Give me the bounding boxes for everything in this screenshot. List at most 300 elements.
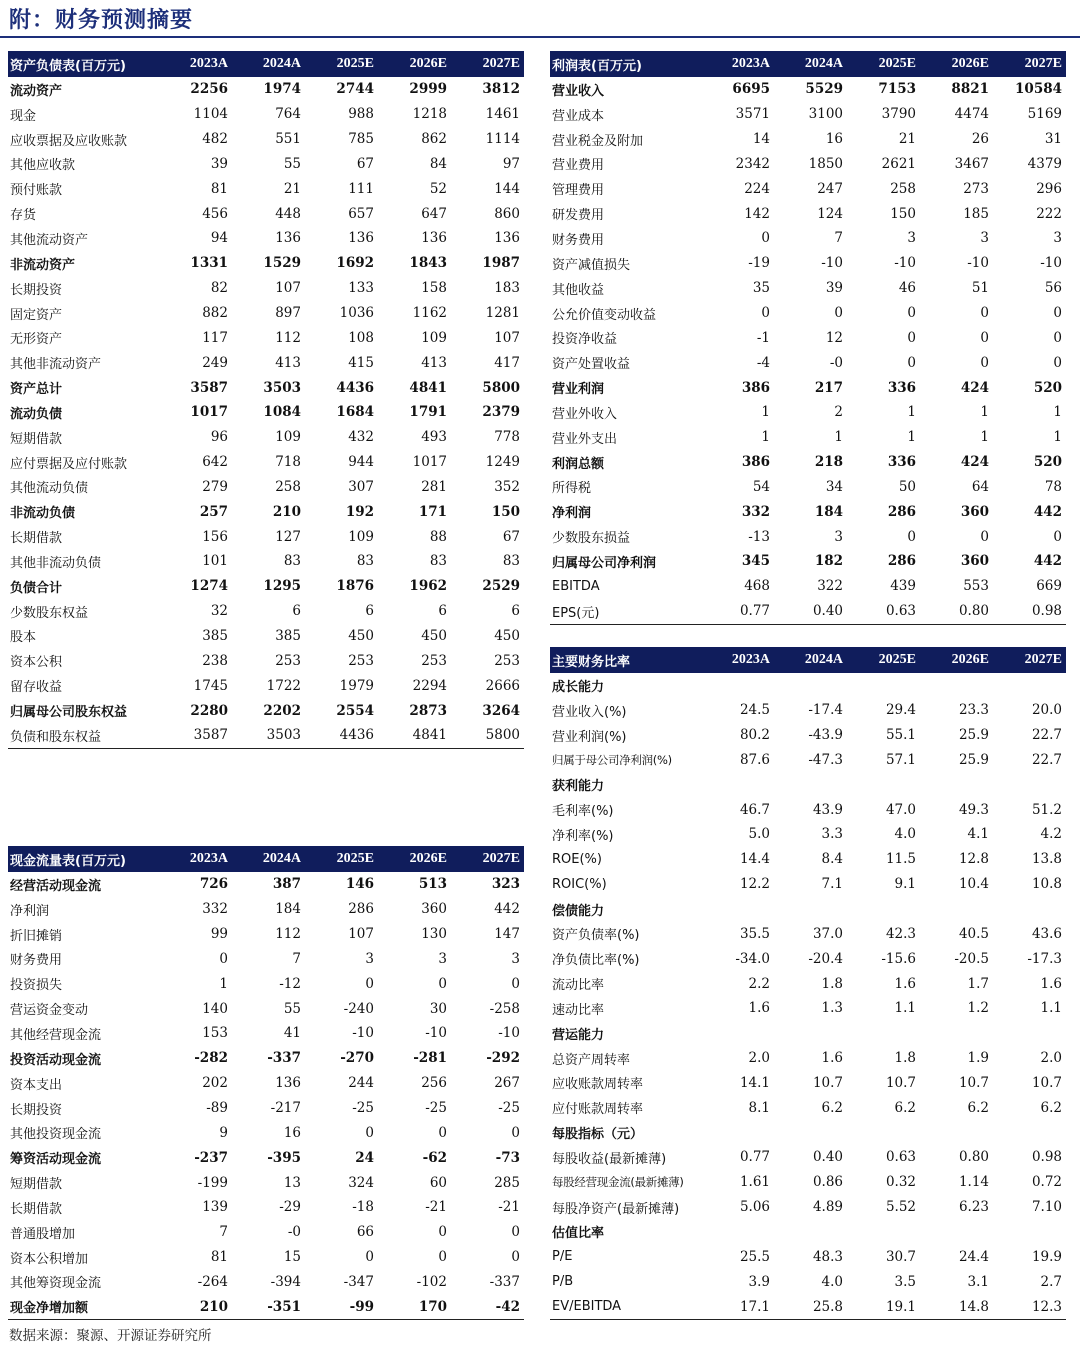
value-cell: 147 [494, 926, 520, 943]
value-cell: 862 [421, 131, 447, 148]
value-cell: 7 [219, 1224, 228, 1241]
value-cell: 54 [752, 478, 770, 495]
value-cell: 34 [825, 478, 843, 495]
value-cell: -25 [425, 1100, 447, 1117]
table-row [550, 350, 1066, 375]
table-row [550, 1071, 1066, 1096]
row-label: 财务费用 [10, 953, 63, 969]
value-cell: 1745 [193, 677, 228, 694]
value-cell: 150 [890, 205, 916, 222]
value-cell: 12.2 [739, 876, 770, 893]
value-cell: 385 [275, 627, 301, 644]
table-row [8, 947, 524, 972]
value-cell: 5800 [451, 723, 524, 748]
value-cell: -351 [232, 1294, 305, 1319]
value-cell: 323 [491, 876, 520, 893]
value-cell: -281 [413, 1050, 447, 1067]
table-row [8, 723, 524, 748]
value-cell: 4841 [409, 379, 447, 396]
value-cell: 2202 [263, 702, 301, 719]
value-cell: -21 [498, 1199, 520, 1216]
table-row [8, 1120, 524, 1145]
value-cell: -394 [270, 1273, 301, 1290]
value-cell: -89 [206, 1100, 228, 1117]
value-cell: 0 [1053, 528, 1062, 545]
value-cell: 2.0 [748, 1050, 770, 1067]
value-cell: 386 [741, 454, 770, 471]
row-label: 短期借款 [10, 431, 63, 447]
table-row [550, 251, 1066, 276]
value-cell: 136 [275, 230, 301, 247]
value-cell: 0.80 [958, 1149, 989, 1166]
value-cell: 82 [210, 280, 228, 297]
value-cell: -337 [267, 1050, 301, 1067]
value-cell: 83 [502, 553, 520, 570]
value-cell: 55 [283, 1000, 301, 1017]
table-row [8, 499, 524, 524]
value-cell: 267 [494, 1075, 520, 1092]
table-row [550, 1145, 1066, 1170]
table-row [550, 897, 1066, 922]
value-cell: 20.0 [1031, 702, 1062, 719]
value-cell: 413 [275, 354, 301, 371]
table-row [550, 301, 1066, 326]
row-label: 营业收入 [552, 83, 605, 99]
value-cell: -237 [194, 1149, 228, 1166]
value-cell: 14.8 [920, 1294, 993, 1319]
value-cell: 1987 [482, 255, 520, 272]
value-cell: 7 [834, 230, 843, 247]
value-cell: -17.4 [808, 702, 843, 719]
value-cell: 83 [283, 553, 301, 570]
value-cell: -258 [489, 1000, 520, 1017]
row-label: 应收票据及应收账款 [10, 133, 128, 149]
value-cell: 1331 [190, 255, 228, 272]
row-label: 少数股东损益 [552, 531, 631, 547]
value-cell: -0 [287, 1224, 301, 1241]
value-cell: 2.0 [1040, 1050, 1062, 1067]
value-cell [774, 772, 847, 797]
value-cell: 551 [275, 131, 301, 148]
table-row [550, 102, 1066, 127]
value-cell: 4.0 [821, 1273, 843, 1290]
table-row [550, 574, 1066, 599]
table-row [8, 1096, 524, 1121]
row-label: 现金 [10, 108, 37, 124]
value-cell: 0 [438, 1124, 447, 1141]
table-row [550, 599, 1066, 624]
table-row [8, 1071, 524, 1096]
value-cell: 87.6 [739, 751, 770, 768]
row-label: 现金净增加额 [8, 1294, 159, 1319]
value-cell: 5.06 [739, 1199, 770, 1216]
value-cell: 253 [348, 652, 374, 669]
value-cell: 182 [814, 553, 843, 570]
value-cell: -20.4 [808, 950, 843, 967]
table-row [550, 1120, 1066, 1145]
value-cell: 12 [825, 329, 843, 346]
value-cell: -347 [343, 1273, 374, 1290]
value-cell: 482 [202, 131, 228, 148]
value-cell: 1104 [193, 106, 228, 123]
value-cell: 35.5 [739, 925, 770, 942]
value-cell [701, 1120, 774, 1145]
value-cell: 2 [834, 404, 843, 421]
value-cell: 2529 [482, 578, 520, 595]
value-cell: 1.61 [739, 1174, 770, 1191]
value-cell [993, 897, 1066, 922]
value-cell [847, 673, 920, 698]
row-label: 毛利率(%) [552, 804, 614, 820]
value-cell: 1295 [263, 578, 301, 595]
table-row [8, 1046, 524, 1071]
value-cell: 4379 [1027, 155, 1062, 172]
value-cell: 0 [761, 305, 770, 322]
table-row [550, 77, 1066, 102]
value-cell [920, 1021, 993, 1046]
value-cell: 424 [960, 454, 989, 471]
value-cell: 1 [761, 404, 770, 421]
value-cell: 97 [502, 155, 520, 172]
value-cell: 2294 [412, 677, 447, 694]
row-label: 非流动负债 [10, 506, 76, 522]
value-cell: -1 [756, 329, 770, 346]
value-cell: 2342 [735, 155, 770, 172]
value-cell: 6.23 [958, 1199, 989, 1216]
value-cell: 4.0 [894, 826, 916, 843]
value-cell: 1 [1053, 404, 1062, 421]
value-cell: 1.8 [821, 975, 843, 992]
row-label: 成长能力 [552, 679, 605, 695]
value-cell: 84 [429, 155, 447, 172]
value-cell: 0 [438, 1249, 447, 1266]
row-label: 归属母公司净利润 [552, 555, 657, 571]
value-cell: 513 [418, 876, 447, 893]
value-cell: 286 [348, 901, 374, 918]
value-cell: 217 [814, 379, 843, 396]
value-cell: -99 [305, 1294, 378, 1319]
value-cell: 6.2 [1040, 1099, 1062, 1116]
value-cell: 1281 [485, 305, 520, 322]
table-row [550, 524, 1066, 549]
year-header: 2025E [847, 51, 920, 77]
value-cell: 442 [494, 901, 520, 918]
value-cell: 0 [219, 950, 228, 967]
value-cell: 3587 [159, 723, 232, 748]
value-cell: 1 [1053, 429, 1062, 446]
value-cell: 107 [494, 329, 520, 346]
table-row [550, 201, 1066, 226]
value-cell: 10.7 [958, 1074, 989, 1091]
table-row [550, 1269, 1066, 1294]
value-cell: 456 [202, 205, 228, 222]
value-cell: -10 [967, 255, 989, 272]
value-cell: 0 [1053, 305, 1062, 322]
year-header: 2027E [993, 51, 1066, 77]
value-cell: 3.5 [894, 1273, 916, 1290]
table-row [550, 946, 1066, 971]
row-label: 其他投资现金流 [10, 1127, 102, 1143]
table-row [8, 1145, 524, 1170]
value-cell: 0.77 [739, 1149, 770, 1166]
value-cell: 2.2 [748, 975, 770, 992]
value-cell: 112 [275, 926, 301, 943]
value-cell: 1 [219, 975, 228, 992]
table-row [8, 375, 524, 400]
value-cell: 94 [210, 230, 228, 247]
row-label: 固定资产 [10, 307, 63, 323]
value-cell: 1692 [336, 255, 374, 272]
row-label: 营业利润(%) [552, 729, 627, 745]
value-cell: 47.0 [885, 801, 916, 818]
value-cell: 10.7 [885, 1074, 916, 1091]
value-cell: 244 [348, 1075, 374, 1092]
value-cell: 2744 [336, 81, 374, 98]
value-cell: 2999 [409, 81, 447, 98]
value-cell: 1.9 [967, 1050, 989, 1067]
value-cell: 0.63 [885, 1149, 916, 1166]
value-cell: -18 [352, 1199, 374, 1216]
value-cell: 127 [275, 528, 301, 545]
row-label: 其他经营现金流 [10, 1027, 102, 1043]
value-cell: 1114 [485, 131, 520, 148]
value-cell: 124 [817, 205, 843, 222]
value-cell: 439 [890, 578, 916, 595]
value-cell: 0.77 [701, 599, 774, 624]
value-cell: 0 [980, 305, 989, 322]
year-header: 2026E [378, 51, 451, 77]
value-cell: 1876 [336, 578, 374, 595]
row-label: 长期借款 [10, 531, 63, 547]
table-row [550, 1095, 1066, 1120]
value-cell: 4436 [336, 379, 374, 396]
value-cell: 1084 [263, 404, 301, 421]
value-cell: 108 [348, 329, 374, 346]
value-cell: 442 [1033, 503, 1062, 520]
value-cell: 238 [202, 652, 228, 669]
value-cell: 417 [494, 354, 520, 371]
value-cell: 1.8 [894, 1050, 916, 1067]
value-cell: -0 [829, 354, 843, 371]
row-label: 投资活动现金流 [10, 1052, 102, 1068]
value-cell: 101 [202, 553, 228, 570]
value-cell: 778 [494, 429, 520, 446]
year-header: 2027E [451, 846, 524, 872]
table-row [8, 226, 524, 251]
value-cell: 13 [283, 1174, 301, 1191]
value-cell [993, 1220, 1066, 1245]
value-cell: 0 [980, 528, 989, 545]
row-label: 负债和股东权益 [8, 723, 159, 748]
value-cell: 1.1 [1040, 1000, 1062, 1017]
value-cell: 256 [421, 1075, 447, 1092]
value-cell: 81 [210, 180, 228, 197]
value-cell: 493 [421, 429, 447, 446]
value-cell: 2256 [190, 81, 228, 98]
table-row [8, 1220, 524, 1245]
row-label: 投资净收益 [552, 332, 618, 348]
table-row [8, 276, 524, 301]
value-cell [847, 1120, 920, 1145]
row-label: EV/EBITDA [550, 1294, 701, 1319]
value-cell: 415 [348, 354, 374, 371]
value-cell: 43.6 [1031, 925, 1062, 942]
row-label: 每股收益(最新摊薄) [552, 1151, 667, 1167]
value-cell: 112 [275, 329, 301, 346]
value-cell: 785 [348, 131, 374, 148]
table-row [8, 624, 524, 649]
row-label: 流动比率 [552, 978, 605, 994]
value-cell: 15 [283, 1249, 301, 1266]
table-title: 利润表(百万元) [550, 51, 701, 77]
value-cell: -25 [498, 1100, 520, 1117]
value-cell: 22.7 [1031, 727, 1062, 744]
value-cell: -10 [498, 1025, 520, 1042]
value-cell: 48.3 [812, 1248, 843, 1265]
value-cell: 26 [971, 131, 989, 148]
value-cell: 3 [511, 950, 520, 967]
value-cell: 202 [202, 1075, 228, 1092]
row-label: 其他非流动负债 [10, 555, 102, 571]
value-cell: 6.2 [967, 1099, 989, 1116]
year-header: 2024A [774, 51, 847, 77]
row-label: 资产处置收益 [552, 357, 631, 373]
value-cell: 258 [275, 478, 301, 495]
value-cell: 107 [348, 926, 374, 943]
value-cell [701, 772, 774, 797]
value-cell: 14.4 [739, 851, 770, 868]
value-cell: -4 [756, 354, 770, 371]
value-cell: 144 [494, 180, 520, 197]
value-cell: 647 [421, 205, 447, 222]
value-cell: -292 [486, 1050, 520, 1067]
value-cell: 726 [199, 876, 228, 893]
value-cell: 2379 [482, 404, 520, 421]
value-cell: 24 [355, 1149, 374, 1166]
year-header: 2024A [232, 51, 305, 77]
value-cell: 39 [210, 155, 228, 172]
value-cell: 22.7 [1031, 751, 1062, 768]
value-cell: 81 [210, 1249, 228, 1266]
value-cell: -13 [748, 528, 770, 545]
value-cell: 24.5 [739, 702, 770, 719]
row-label: 其他应收款 [10, 158, 76, 174]
table-row [8, 996, 524, 1021]
table-row [8, 698, 524, 723]
value-cell: 185 [963, 205, 989, 222]
table-row [550, 822, 1066, 847]
value-cell: 4841 [378, 723, 451, 748]
value-cell: 66 [356, 1224, 374, 1241]
value-cell: 146 [345, 876, 374, 893]
value-cell: 3100 [808, 106, 843, 123]
row-label: 营业收入(%) [552, 704, 627, 720]
row-label: 归属于母公司净利润(%) [552, 752, 672, 767]
value-cell: 3587 [190, 379, 228, 396]
table-row [8, 971, 524, 996]
page-title: 附：财务预测摘要 [9, 8, 194, 33]
value-cell: -264 [197, 1273, 228, 1290]
value-cell: 286 [887, 553, 916, 570]
cash-flow-table [8, 846, 524, 1320]
value-cell: 520 [1033, 379, 1062, 396]
value-cell: -20.5 [954, 950, 989, 967]
value-cell: -42 [451, 1294, 524, 1319]
value-cell: 25.9 [958, 727, 989, 744]
row-label: 其他收益 [552, 282, 605, 298]
row-label: 资产减值损失 [552, 257, 631, 273]
value-cell: -21 [425, 1199, 447, 1216]
value-cell: 860 [494, 205, 520, 222]
value-cell [920, 897, 993, 922]
value-cell: 1.6 [1040, 975, 1062, 992]
value-cell: 142 [744, 205, 770, 222]
row-label: 营业利润 [552, 382, 605, 398]
row-label: 经营活动现金流 [10, 878, 102, 894]
value-cell: 117 [202, 329, 228, 346]
table-row [8, 450, 524, 475]
table-row [550, 673, 1066, 698]
row-label: 营业外收入 [552, 406, 618, 422]
value-cell: 345 [741, 553, 770, 570]
value-cell: 109 [421, 329, 447, 346]
row-label: 折旧摊销 [10, 928, 63, 944]
table-row [8, 102, 524, 127]
value-cell: 46 [898, 280, 916, 297]
table-row [550, 475, 1066, 500]
value-cell [993, 1120, 1066, 1145]
value-cell: 183 [494, 280, 520, 297]
table-row [8, 425, 524, 450]
table-row [550, 1021, 1066, 1046]
row-label: 净利润 [552, 506, 592, 522]
value-cell: 10.8 [1031, 876, 1062, 893]
value-cell: 1036 [339, 305, 374, 322]
value-cell: 3503 [232, 723, 305, 748]
row-label: 少数股东权益 [10, 605, 89, 621]
value-cell: 16 [825, 131, 843, 148]
row-label: 净利率(%) [552, 828, 614, 844]
value-cell: 158 [421, 280, 447, 297]
balance-sheet-table [8, 51, 524, 749]
row-label: 资本支出 [10, 1077, 63, 1093]
value-cell [774, 673, 847, 698]
table-title: 现金流量表(百万元) [8, 846, 159, 872]
table-row [550, 152, 1066, 177]
table-row [550, 872, 1066, 897]
value-cell: 0.98 [993, 599, 1066, 624]
value-cell: 0 [834, 305, 843, 322]
value-cell: 257 [199, 503, 228, 520]
year-header: 2025E [305, 51, 378, 77]
value-cell: 258 [890, 180, 916, 197]
value-cell [847, 1220, 920, 1245]
value-cell: 2666 [485, 677, 520, 694]
value-cell: 41 [283, 1025, 301, 1042]
row-label: 长期投资 [10, 1102, 63, 1118]
table-row [8, 176, 524, 201]
table-row [550, 375, 1066, 400]
value-cell: 432 [348, 429, 374, 446]
row-label: 营业成本 [552, 108, 605, 124]
value-cell: 7.10 [1031, 1199, 1062, 1216]
value-cell: 19.1 [847, 1294, 920, 1319]
row-label: 资产总计 [10, 382, 63, 398]
value-cell: 360 [960, 553, 989, 570]
value-cell: -43.9 [808, 727, 843, 744]
value-cell: 669 [1036, 578, 1062, 595]
value-cell: 4.1 [967, 826, 989, 843]
